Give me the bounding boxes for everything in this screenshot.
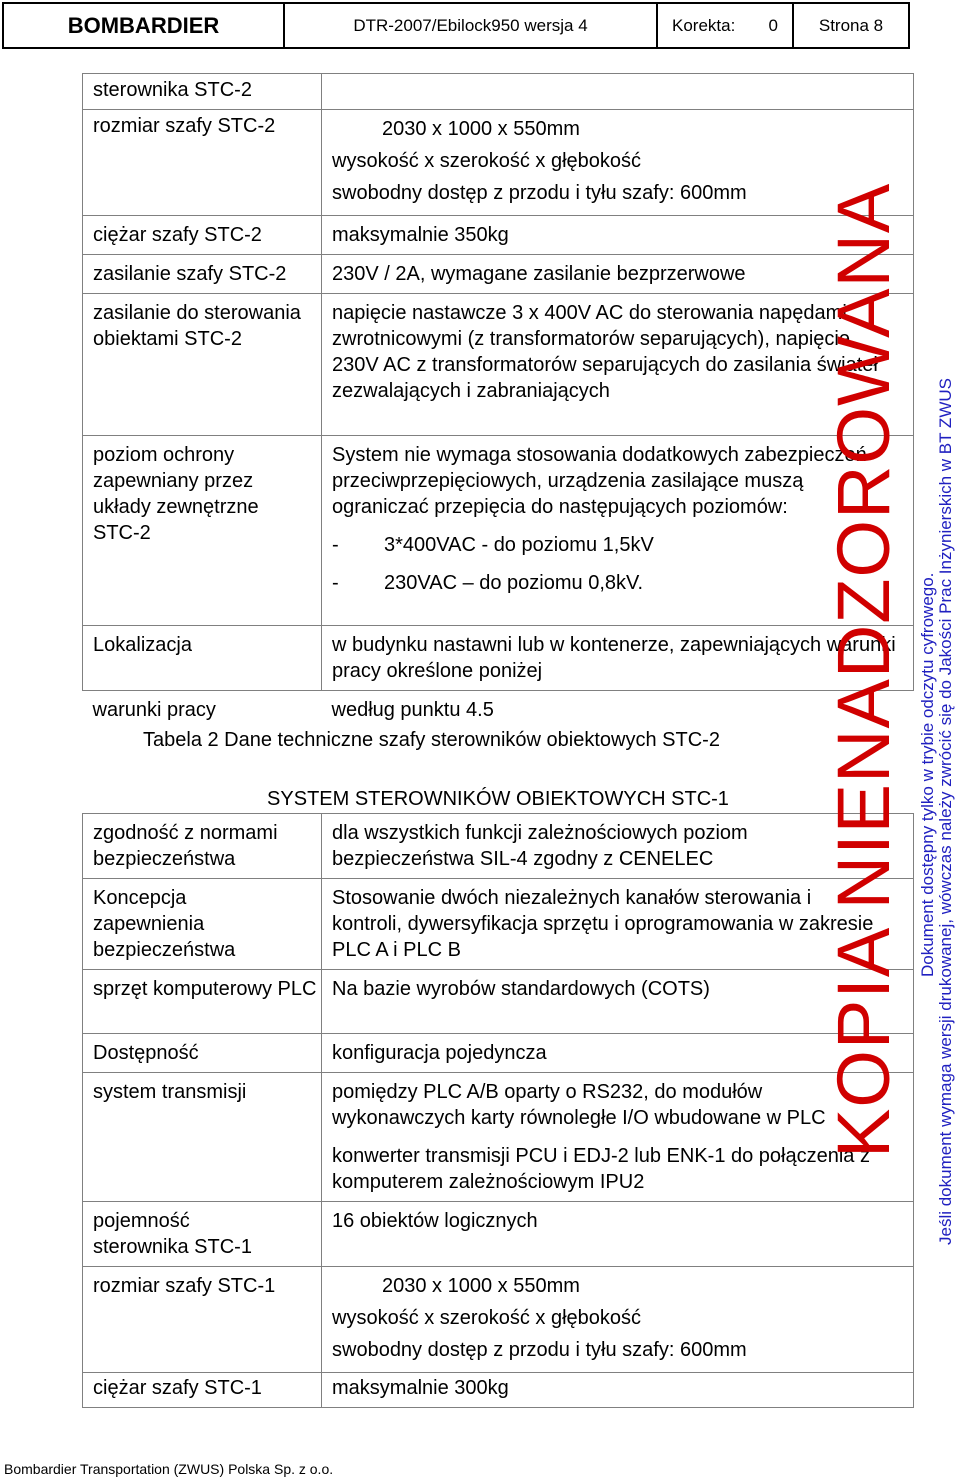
stc2-spec-table <box>82 73 914 729</box>
row-label: rozmiar szafy STC-1 <box>83 1267 322 1373</box>
row-value: konfiguracja pojedyncza <box>322 1034 914 1073</box>
row-label: ciężar szafy STC-2 <box>83 216 322 255</box>
row-label: sterownika STC-2 <box>83 74 322 110</box>
row-label: Dostępność <box>83 1034 322 1073</box>
row-value: Na bazie wyrobów standardowych (COTS) <box>322 970 914 1034</box>
side-note-digital: Dokument dostępny tylko w trybie odczytu cyfrowego. <box>918 572 937 977</box>
row-value: maksymalnie 350kg <box>322 216 914 255</box>
brand-logo: BOMBARDIER <box>4 4 285 47</box>
row-label: poziom ochrony zapewniany przez układy zewnętrzne STC-2 <box>83 436 322 626</box>
table-row <box>83 74 914 110</box>
row-value: 230V / 2A, wymagane zasilanie bezprzerwowe <box>322 255 914 294</box>
table-row <box>83 1202 914 1267</box>
dimension-value: 2030 x 1000 x 550mm <box>382 118 580 140</box>
row-value: 16 obiektów logicznych <box>322 1202 914 1267</box>
row-label: Lokalizacja <box>83 626 322 691</box>
table-row <box>83 1034 914 1073</box>
page-number: Strona 8 <box>818 15 884 35</box>
dimension-legend: wysokość x szerokość x głębokość <box>332 150 642 172</box>
row-value <box>322 1267 914 1373</box>
row-value: dla wszystkich funkcji zależnościowych poziom bezpieczeństwa SIL-4 zgodny z CENELEC <box>322 814 914 879</box>
row-label: Koncepcja zapewnienia bezpieczeństwa <box>83 879 322 970</box>
table-row <box>83 970 914 1034</box>
stc1-spec-table <box>82 813 914 1408</box>
table-caption: Tabela 2 Dane techniczne szafy sterowników obiektowych STC-2 <box>143 729 720 751</box>
revision-label: Korekta: <box>672 15 736 35</box>
revision-field <box>658 4 794 47</box>
row-value: maksymalnie 300kg <box>322 1373 914 1408</box>
table-row <box>83 1267 914 1373</box>
table-row <box>83 436 914 626</box>
row-label: zgodność z normami bezpieczeństwa <box>83 814 322 879</box>
access-clearance: swobodny dostęp z przodu i tyłu szafy: 600mm <box>332 182 747 204</box>
page-header <box>2 2 910 49</box>
table-row <box>83 626 914 691</box>
table-row <box>83 294 914 436</box>
converter-text: konwerter transmisji PCU i EDJ-2 lub ENK-1 do połączenia z komputerem zależnościowym IPU2 <box>332 1145 870 1193</box>
row-label: warunki pracy <box>92 699 216 721</box>
protection-text: System nie wymaga stosowania dodatkowych zabezpieczeń przeciwprzepięciowych, urządzenia zasilające muszą ograniczać przepięcia do następujących poziomów: <box>332 444 867 518</box>
row-value: Stosowanie dwóch niezależnych kanałów sterowania i kontroli, dywersyfikacja sprzętu i oprogramowania w zakresie PLC A i PLC B <box>322 879 914 970</box>
table-row <box>83 1073 914 1202</box>
table-row <box>83 255 914 294</box>
access-clearance: swobodny dostęp z przodu i tyłu szafy: 600mm <box>332 1339 747 1361</box>
row-label: zasilanie do sterowania obiektami STC-2 <box>83 294 322 436</box>
uncontrolled-copy-watermark: KOPIA NIENADZOROWANA <box>822 182 905 1158</box>
row-label: system transmisji <box>83 1073 322 1202</box>
row-value <box>322 110 914 216</box>
dimension-legend: wysokość x szerokość x głębokość <box>332 1307 642 1329</box>
row-label: pojemność sterownika STC-1 <box>83 1202 322 1267</box>
table-row <box>83 216 914 255</box>
dimension-value: 2030 x 1000 x 550mm <box>382 1275 580 1297</box>
row-value: w budynku nastawni lub w kontenerze, zapewniających warunki pracy określone poniżej <box>322 626 914 691</box>
row-label: zasilanie szafy STC-2 <box>83 255 322 294</box>
page-footer: Bombardier Transportation (ZWUS) Polska Sp. z o.o. <box>4 1461 334 1477</box>
transmission-text: pomiędzy PLC A/B oparty o RS232, do modułów wykonawczych karty równoległe I/O wbudowane w PLC <box>332 1081 826 1129</box>
row-label: sprzęt komputerowy PLC <box>83 970 322 1034</box>
row-value: według punktu 4.5 <box>331 699 494 721</box>
table-row <box>83 879 914 970</box>
row-value <box>322 436 914 626</box>
table-row <box>83 691 914 730</box>
row-value <box>322 74 914 110</box>
document-id: DTR-2007/Ebilock950 wersja 4 <box>285 4 658 47</box>
row-value <box>322 1073 914 1202</box>
revision-value: 0 <box>768 15 778 35</box>
list-item: - 3*400VAC - do poziomu 1,5kV <box>332 534 654 556</box>
list-item: - 230VAC – do poziomu 0,8kV. <box>332 572 644 594</box>
table-row <box>83 814 914 879</box>
section-heading: SYSTEM STEROWNIKÓW OBIEKTOWYCH STC-1 <box>267 788 729 810</box>
row-label: ciężar szafy STC-1 <box>83 1373 322 1408</box>
row-label: rozmiar szafy STC-2 <box>83 110 322 216</box>
side-note-print: Jeśli dokument wymaga wersji drukowanej, wówczas należy zwrócić się do Jakości Prac Inżynierskich w BT ZWUS <box>936 378 955 1245</box>
table-row <box>83 110 914 216</box>
table-row <box>83 1373 914 1408</box>
row-value: napięcie nastawcze 3 x 400V AC do sterowania napędami zwrotnicowymi (z transformatorów separujących), napięcie 230V AC z transformatorów separujących do zasilania świateł zezwalających i zabraniających <box>322 294 914 436</box>
